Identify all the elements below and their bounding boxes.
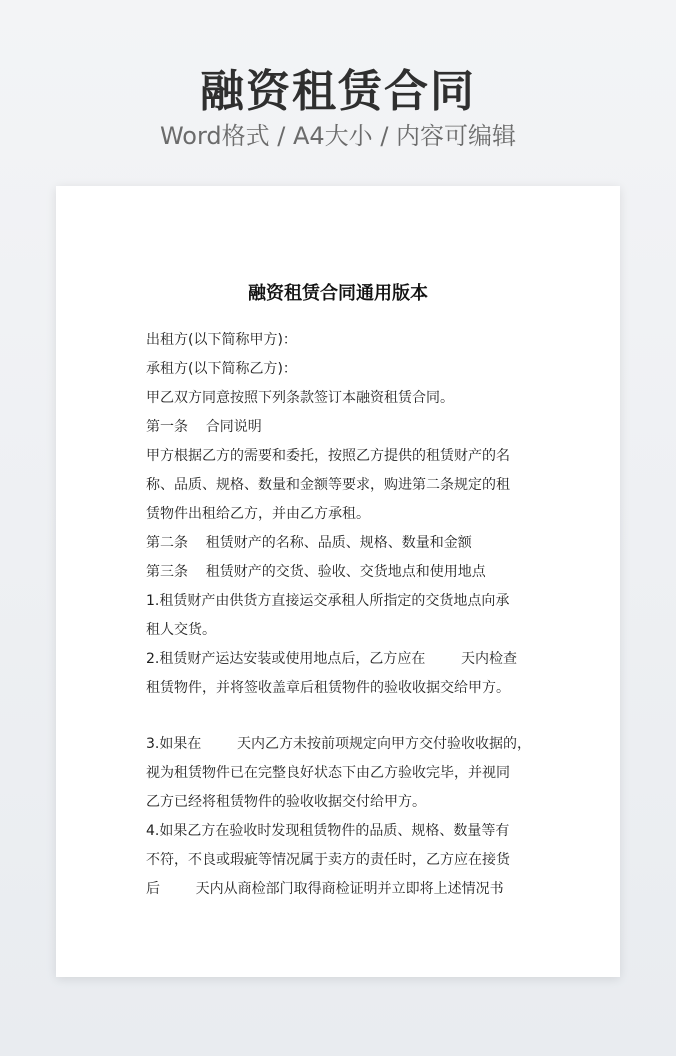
document-line: 出租方(以下简称甲方)： <box>146 332 297 348</box>
document-line: 第二条 租赁财产的名称、品质、规格、数量和金额 <box>146 535 472 551</box>
document-page <box>56 186 620 977</box>
document-line: 第一条 合同说明 <box>146 419 262 435</box>
document-line: 甲乙双方同意按照下列条款签订本融资租赁合同。 <box>146 390 454 406</box>
document-line: 赁物件出租给乙方，并由乙方承租。 <box>146 506 370 522</box>
document-line: 承租方(以下简称乙方)： <box>146 361 297 377</box>
document-line: 称、品质、规格、数量和金额等要求，购进第二条规定的租 <box>146 477 510 493</box>
document-line: 后 天内从商检部门取得商检证明并立即将上述情况书 <box>146 881 504 897</box>
document-line: 甲方根据乙方的需要和委托，按照乙方提供的租赁财产的名 <box>146 448 510 464</box>
document-line: 1.租赁财产由供货方直接运交承租人所指定的交货地点向承 <box>146 593 510 609</box>
document-line: 4.如果乙方在验收时发现租赁物件的品质、规格、数量等有 <box>146 823 510 839</box>
document-line: 租赁物件，并将签收盖章后租赁物件的验收收据交给甲方。 <box>146 680 510 696</box>
document-line: 不符，不良或瑕疵等情况属于卖方的责任时，乙方应在接货 <box>146 852 510 868</box>
document-line: 视为租赁物件已在完整良好状态下由乙方验收完毕，并视同 <box>146 765 510 781</box>
document-line: 2.租赁财产运达安装或使用地点后，乙方应在 天内检查 <box>146 651 517 667</box>
document-line: 租人交货。 <box>146 622 216 638</box>
page-title: 融资租赁合同 <box>200 66 476 117</box>
document-line: 乙方已经将租赁物件的验收收据交付给甲方。 <box>146 794 426 810</box>
document-line: 第三条 租赁财产的交货、验收、交货地点和使用地点 <box>146 564 486 580</box>
document-line: 3.如果在 天内乙方未按前项规定向甲方交付验收收据的， <box>146 736 531 752</box>
page-subtitle: Word格式 / A4大小 / 内容可编辑 <box>159 122 517 150</box>
document-title: 融资租赁合同通用版本 <box>248 283 428 304</box>
